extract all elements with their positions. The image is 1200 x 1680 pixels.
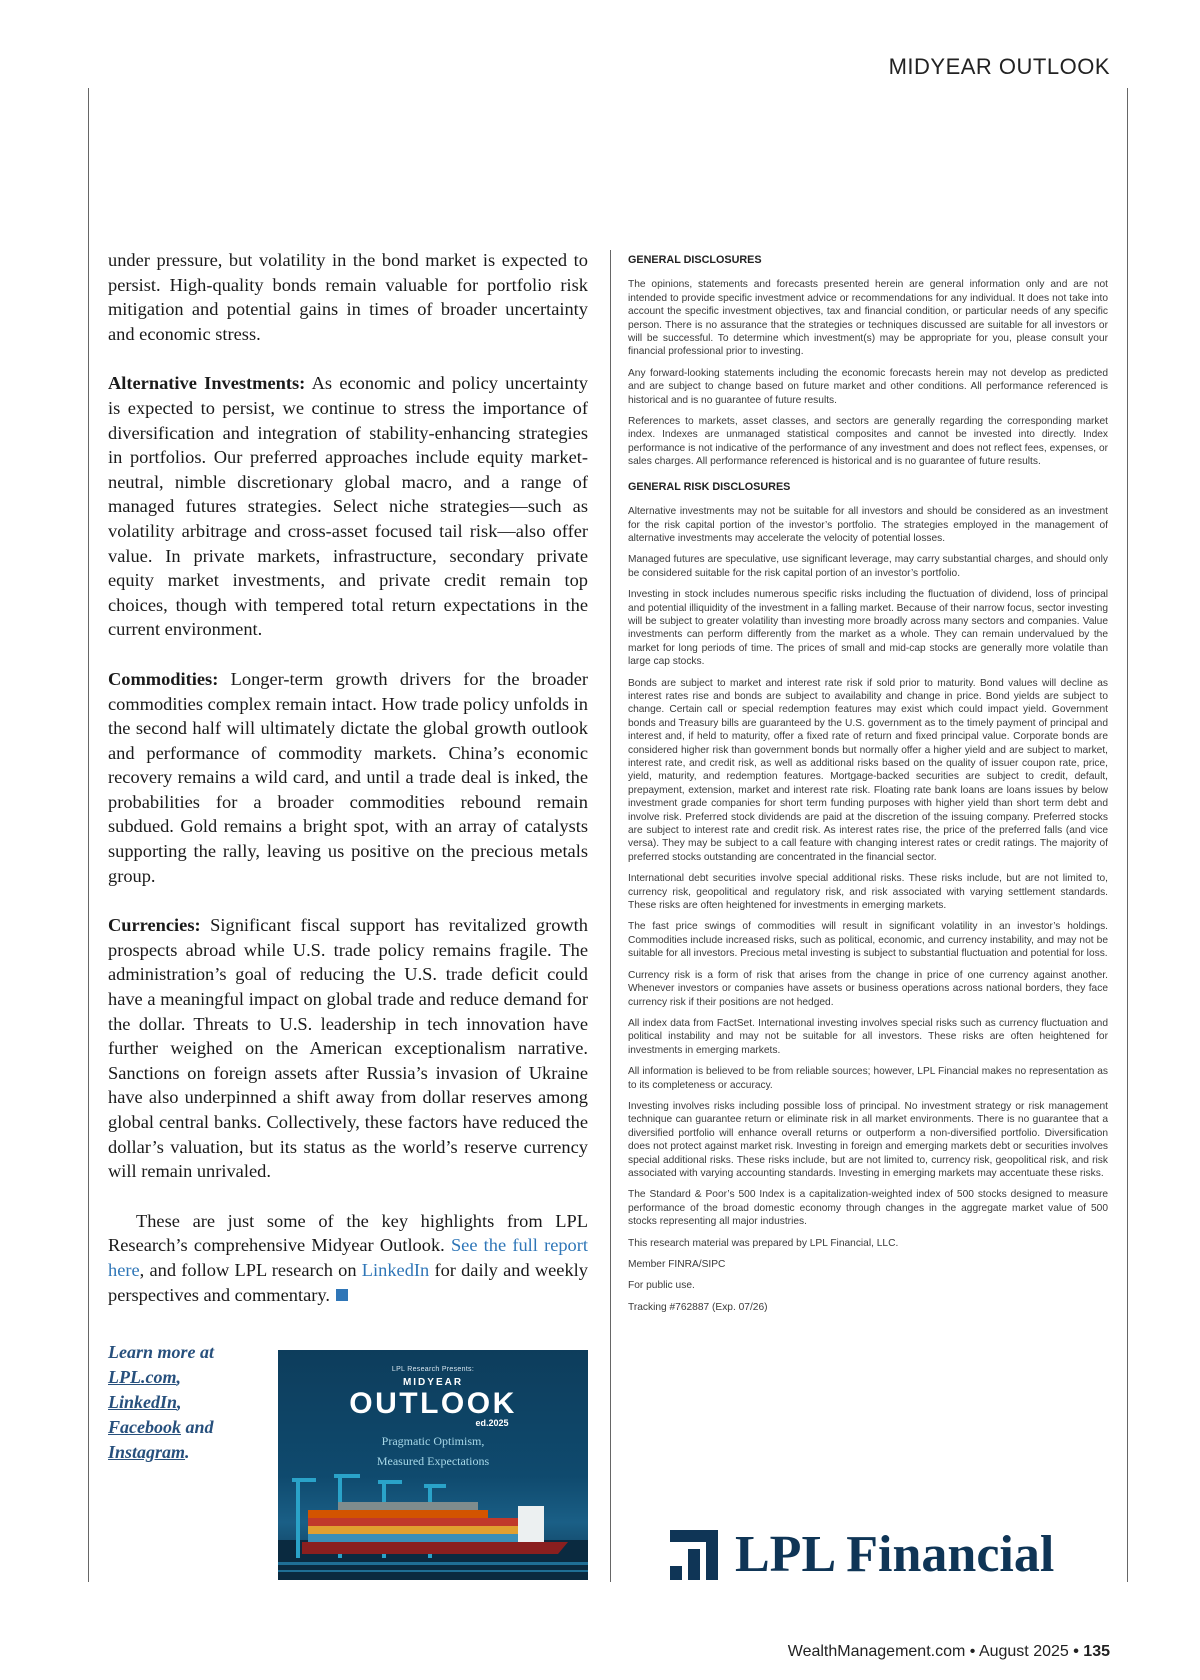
cover-outlook: OUTLOOK (349, 1387, 517, 1420)
end-mark-icon (336, 1289, 348, 1301)
cover-presents: LPL Research Presents: (391, 1366, 475, 1373)
center-rule (610, 250, 611, 1582)
public-use-note: For public use. (628, 1280, 695, 1292)
alternative-investments-heading: Alternative Investments: (108, 373, 306, 394)
lpl-financial-logo (670, 1526, 1070, 1588)
member-finra-note: Member FINRA/SIPC (628, 1259, 726, 1270)
prepared-by-note: This research material was prepared by LPL Financial, LLC. (628, 1237, 899, 1249)
risk-disclosure-10: Investing involves risks including possible loss of principal. No investment strategy or risk management technique can guarantee return or eliminate risk in all market environments. There is no guarantee that a diversified portfolio will enhance overall returns or outperform a non-diversified portfolio. Diversification does not protect against market risk. Investing in foreign and emerging markets debt or securities involves special additional risks. These risks include, but are not limited to, currency risk, geopolitical risk, and risk associated with varying accounting standards. Investing in emerging markets may accentuate these risks. (628, 1100, 1108, 1179)
general-risk-disclosures-heading: GENERAL RISK DISCLOSURES (628, 480, 791, 493)
paragraph-commodities (108, 667, 588, 888)
risk-disclosure-8: All index data from FactSet. International investing involves special risks such as currency fluctuation and political instability and may not be suitable for all investors. These risks are often heightened for investments in emerging markets. (628, 1017, 1108, 1056)
currencies-heading: Currencies: (108, 915, 201, 936)
cargo-ship-illustration (278, 1470, 588, 1580)
risk-disclosure-1: Alternative investments may not be suitable for all investors and should be considered as an investment for the risk capital portion of the investor’s portfolio. The strategies employed in the management of alternative investments may accelerate the velocity of potential losses. (628, 506, 1108, 544)
footer-date: August 2025 (978, 1643, 1069, 1660)
general-disclosure-1: The opinions, statements and forecasts presented herein are general information only and are not intended to provide specific investment advice or recommendations for any individual. It does not take into account the specific investment objectives, tax and financial condition, or particular needs of any specific person. There is no assurance that the strategies or techniques discussed are suitable for all investors or will be successful. To determine which investment(s) may be appropriate for you, please consult your financial professional prior to investing. (628, 279, 1108, 358)
risk-disclosure-7: Currency risk is a form of risk that arises from the change in price of one currency against another. Whenever investors or companies have assets or business operations across national borders, they face currency risk if their positions are not hedged. (628, 969, 1108, 1008)
cover-midyear: MIDYEAR (402, 1377, 464, 1388)
currencies-body: Significant fiscal support has revitalized growth prospects abroad while U.S. trade policy remains fragile. The administration’s goal of reducing the U.S. trade deficit could have a meaningful impact on global trade and reduce demand for the dollar. Threats to U.S. leadership in tech innovation have further weighed on the American exceptionalism narrative. Sanctions on foreign assets after Russia’s invasion of Ukraine have also underpinned a shift away from dollar reserves among global central banks. Collectively, these factors have reduced the dollar’s valuation, but its status as the world’s reserve currency will remain unrivaled. (108, 915, 588, 1182)
lpl-mark-icon (670, 1530, 718, 1580)
footer-site: WealthManagement.com (787, 1643, 966, 1660)
lpl-com-link[interactable]: LPL.com (108, 1367, 177, 1387)
running-head: MIDYEAR OUTLOOK (888, 54, 1110, 79)
and-text: and (180, 1417, 214, 1437)
full-report-link[interactable]: See the full report here (108, 1235, 588, 1280)
lpl-financial-wordmark: LPL Financial (735, 1526, 1055, 1583)
linkedin-link[interactable]: LinkedIn (361, 1259, 430, 1280)
closing-mid-text: , and follow LPL research on (139, 1259, 362, 1280)
learn-more-block: Learn more at LPL.com, LinkedIn, Facebook and Instagram. (108, 1340, 268, 1465)
alternative-investments-body: As economic and policy uncertainty is expected to persist, we continue to stress the importance of diversification and integration of stability-enhancing strategies in portfolios. Our preferred approaches include equity market-neutral, nimble discretionary global macro, and a range of managed futures strategies. Select niche strategies—such as volatility arbitrage and cross-asset focused tail risk—also offer value. In private markets, infrastructure, secondary private equity market investments, and private credit remain top choices, though with tempered total return expectations in the current environment. (108, 373, 588, 640)
risk-disclosure-9: All information is believed to be from reliable sources; however, LPL Financial makes no representation as to its completeness or accuracy. (628, 1066, 1108, 1091)
instagram-link[interactable]: Instagram (108, 1442, 186, 1462)
linkedin-social-link[interactable]: LinkedIn (108, 1392, 178, 1412)
paragraph-closing (108, 1209, 588, 1307)
learn-more-label: Learn more at (108, 1342, 214, 1362)
risk-disclosure-11: The Standard & Poor’s 500 Index is a capitalization-weighted index of 500 stocks designed to measure performance of the broad domestic economy through changes in the aggregate market value of 500 stocks representing all major industries. (628, 1189, 1108, 1228)
closing-end-text: for daily and weekly perspectives and commentary. (108, 1259, 588, 1305)
risk-disclosure-6: The fast price swings of commodities will result in significant volatility in an investor’s holdings. Commodities include increased risks, such as political, economic, and currency instability, and may not be suitable for all investors. Precious metal investing is subject to substantial fluctuation and potential for loss. (628, 921, 1108, 960)
paragraph-currencies (108, 913, 588, 1184)
page-number: 135 (1083, 1643, 1110, 1660)
risk-disclosure-2: Managed futures are speculative, use significant leverage, may carry substantial charges, and should only be considered suitable for the risk capital portion of an investor’s portfolio. (628, 554, 1108, 579)
footer-separator-bold: • (1068, 1643, 1084, 1660)
footer-separator: • (965, 1643, 979, 1660)
cover-edition: ed.2025 (475, 1418, 509, 1428)
tracking-number: Tracking #762887 (Exp. 07/26) (628, 1301, 768, 1313)
risk-disclosure-3: Investing in stock includes numerous specific risks including the fluctuation of dividend, loss of principal and potential illiquidity of the investment in a falling market. Because of their narrow focus, sector investing will be subject to greater volatility than investing more broadly across many sectors and companies. Value investments can perform differently from the market as a whole. They can remain undervalued by the market for long periods of time. The prices of small and mid-cap stocks are generally more volatile than large cap stocks. (628, 589, 1108, 668)
closing-text: These are just some of the key highlights from LPL Research’s comprehensive Midyear Outlook. (108, 1210, 588, 1256)
general-disclosure-2: Any forward-looking statements including the economic forecasts herein may not develop as predicted and are subject to change based on future market and other conditions. All performance referenced is historical and is no guarantee of future results. (628, 367, 1108, 406)
disclosures-column (628, 254, 1108, 1322)
general-disclosures-heading: GENERAL DISCLOSURES (628, 254, 762, 266)
paragraph-alternative-investments (108, 371, 588, 642)
left-rule (88, 88, 89, 1582)
paragraph-bonds: under pressure, but volatility in the bond market is expected to persist. High-quality bonds remain valuable for portfolio risk mitigation and potential gains in times of broader uncertainty and economic stress. (108, 250, 588, 344)
cover-tagline-1: Pragmatic Optimism, (381, 1434, 485, 1448)
general-disclosure-3: References to markets, asset classes, and sectors are generally regarding the corresponding market index. Indexes are unmanaged statistical composites and cannot be invested into directly. Index performance is not indicative of the performance of any investment and does not reflect fees, expenses, or sales charges. All performance referenced is historical and is no guarantee of future results. (628, 416, 1108, 468)
commodities-heading: Commodities: (108, 668, 219, 689)
midyear-outlook-cover-image[interactable] (278, 1350, 588, 1580)
article-column (108, 248, 588, 1332)
risk-disclosure-4: Bonds are subject to market and interest rate risk if sold prior to maturity. Bond values will decline as interest rates rise and bonds are subject to availability and change in price. Bond yields are subject to change. Certain call or special redemption features may exist which could impact yield. Government bonds and Treasury bills are guaranteed by the U.S. government as to the timely payment of principal and interest and, if held to maturity, offer a fixed rate of return and fixed principal value. Corporate bonds are considered higher risk than government bonds but normally offer a higher yield and are subject to market, interest rate, and credit risk, as well as additional risks based on the quality of issuer coupon rate, price, yield, maturity, and redemption features. Mortgage-backed securities are subject to credit, default, prepayment, extension, market and interest rate risk. Floating rate bank loans are loans issues by below investment grade companies for short term funding purposes with higher yield than short term debt and involve risk. Preferred stock dividends are paid at the discretion of the issuing company. Preferred stocks are subject to interest rate and credit risk. As interest rates rise, the price of the preferred falls (and vice versa). They may be subject to a call feature with changing interest rates or credit ratings. The majority of preferred stocks outstanding are concentrated in the financial sector. (628, 677, 1108, 863)
facebook-link[interactable]: Facebook (108, 1417, 181, 1437)
cover-tagline-2: Measured Expectations (376, 1454, 490, 1468)
commodities-body: Longer-term growth drivers for the broader commodities complex remain intact. How trade policy unfolds in the second half will ultimately dictate the global growth outlook and performance of commodity markets. China’s economic recovery remains a wild card, and until a trade deal is inked, the probabilities for a broader commodities rebound remain subdued. Gold remains a bright spot, with an array of catalysts supporting the rally, leaving us positive on the precious metals group. (108, 668, 588, 886)
right-rule (1127, 88, 1128, 1582)
risk-disclosure-5: International debt securities involve special additional risks. These risks include, but are not limited to, currency risk, geopolitical and regulatory risk, and risk associated with varying settlement standards. These risks are often heightened for investments in emerging markets. (628, 873, 1108, 912)
